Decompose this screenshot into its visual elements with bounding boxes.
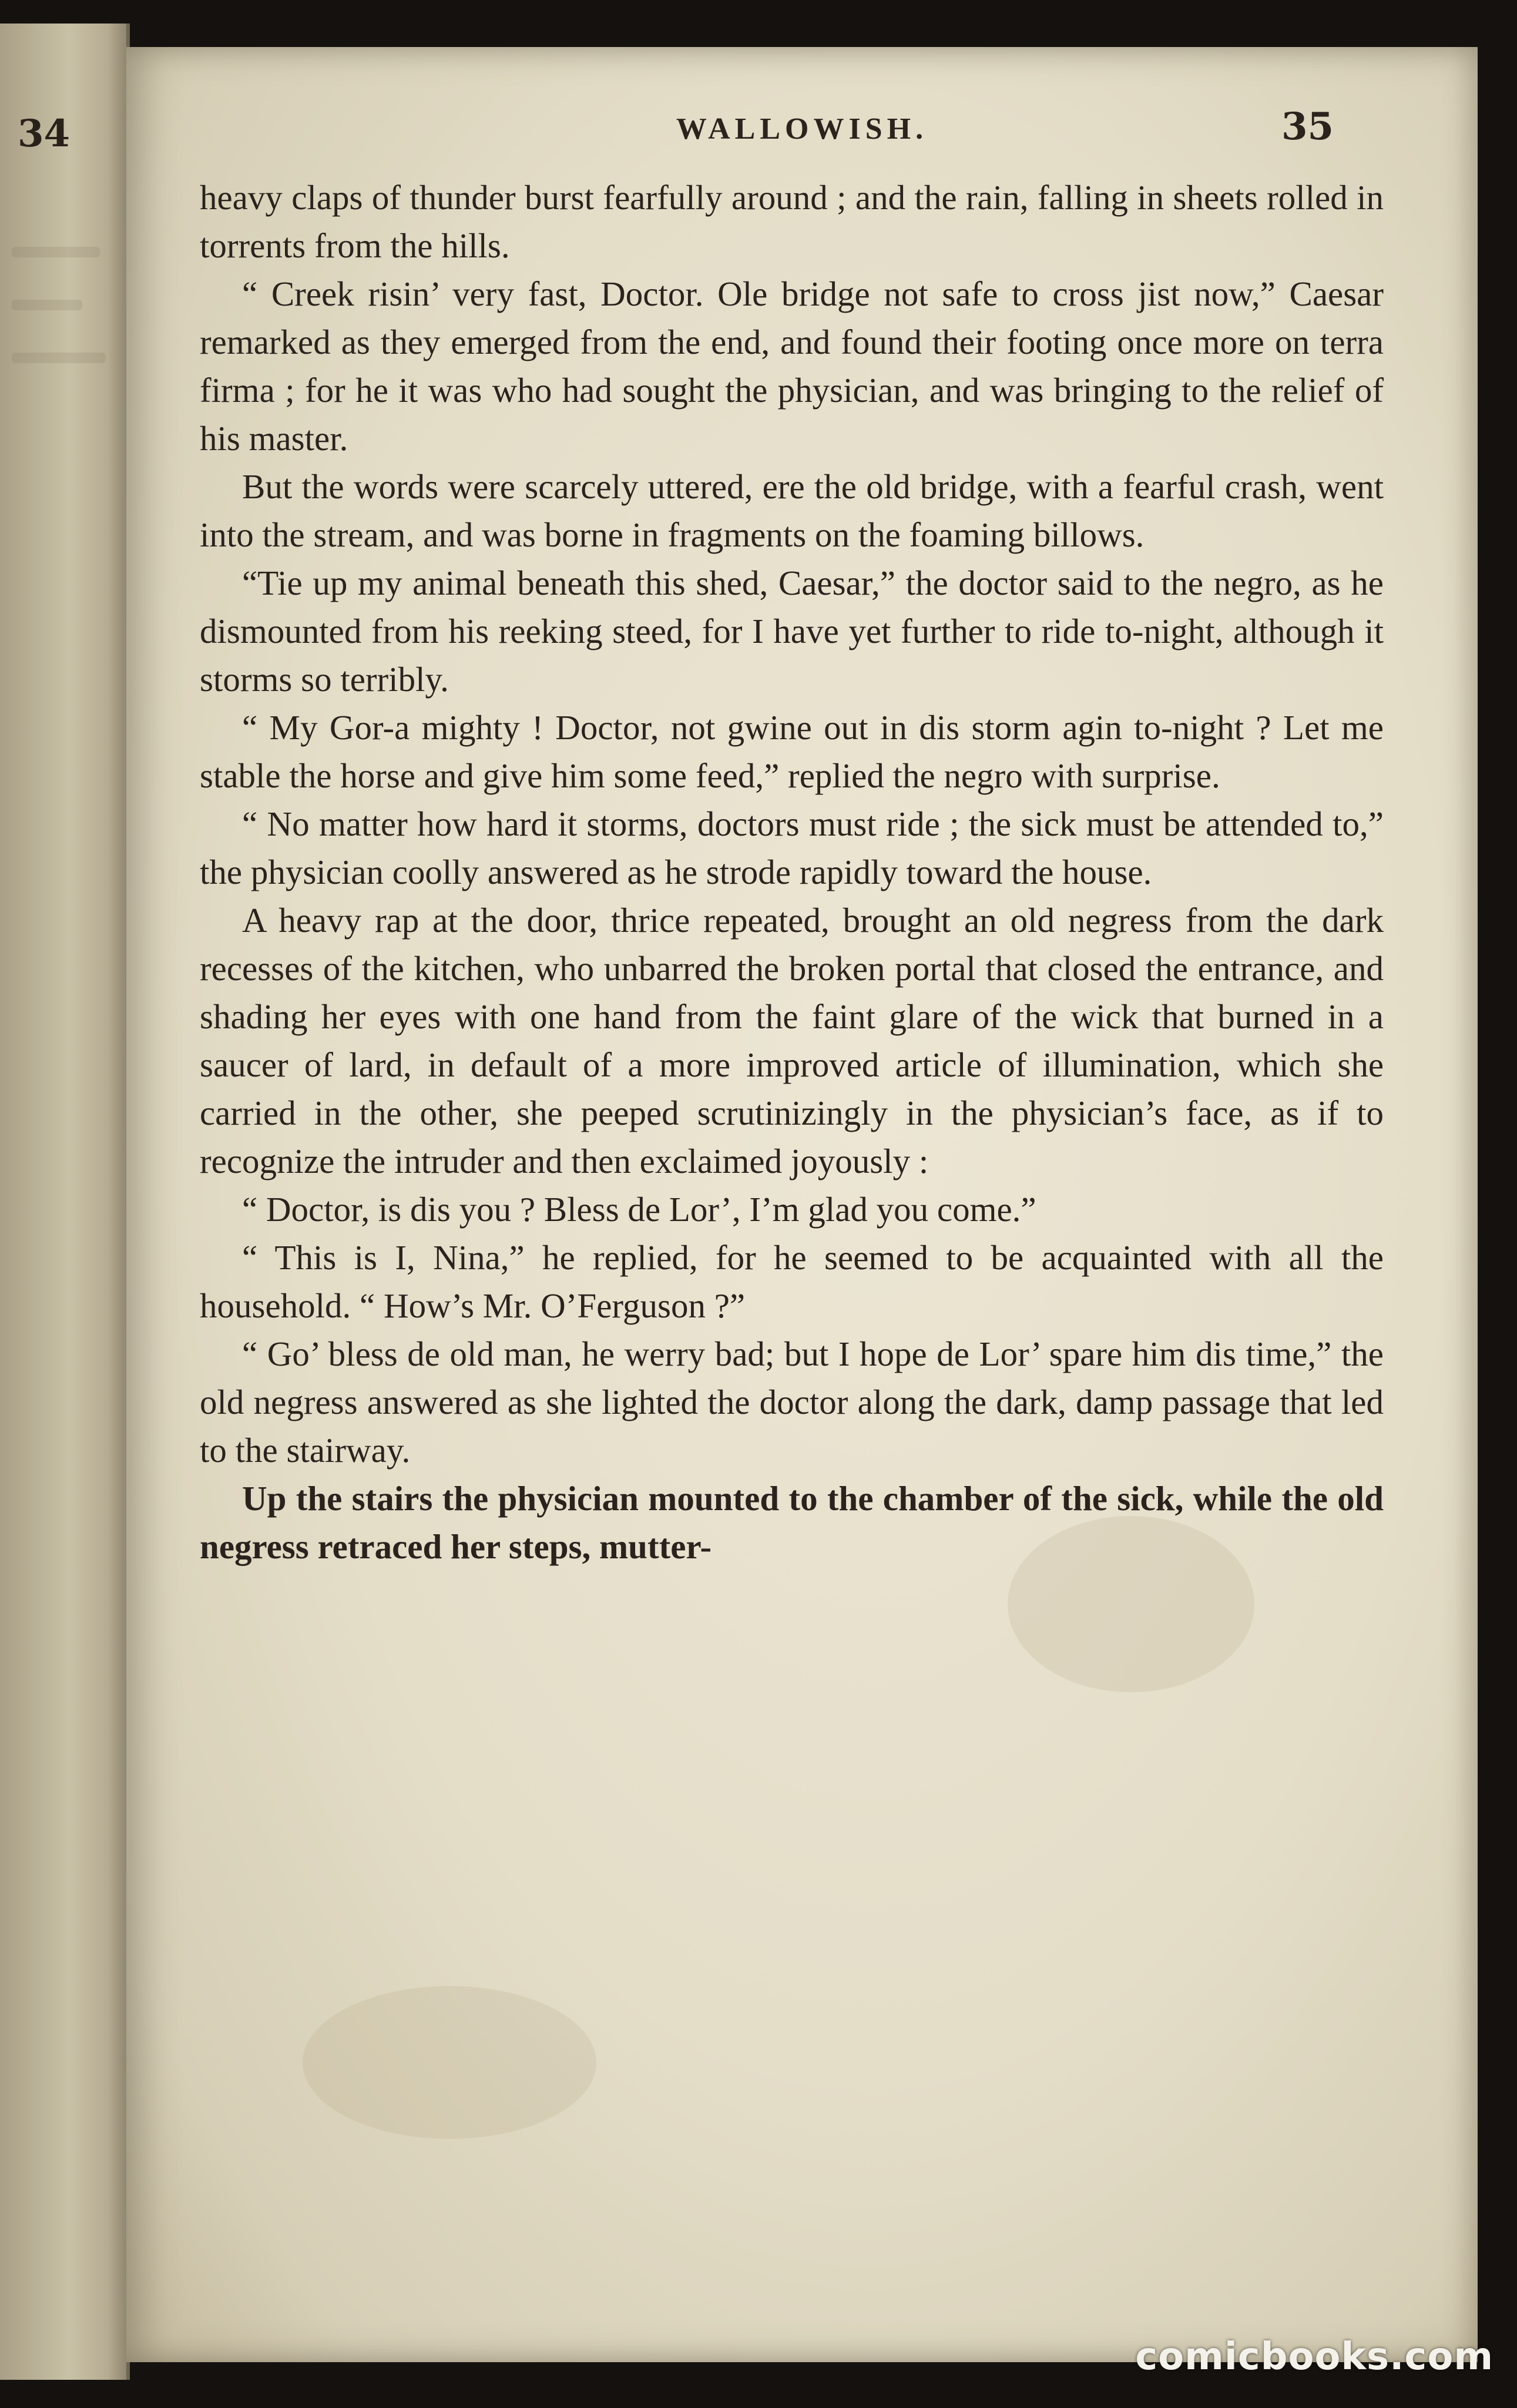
running-title: WALLOWISH. — [676, 112, 928, 146]
bleed-through-line — [12, 353, 106, 363]
paragraph: A heavy rap at the door, thrice repeated, brought an old negress from the dark recesses of the kitchen, who unbarred the broken portal that closed the entrance, and shading her eyes with one hand from the faint glare of the wick that burned in a saucer of lard, in default of a more improved article of illumination, which she carried in the other, she peeped scrutinizingly in the physician’s face, as if to recognize the intruder and then exclaimed joyously : — [200, 901, 1384, 1180]
paragraph: “ Doctor, is dis you ? Bless de Lor’, I’m glad you come.” — [242, 1190, 1036, 1229]
previous-page-number: 34 — [18, 112, 71, 156]
watermark: comicbooks.com — [1135, 2335, 1493, 2379]
bleed-through-line — [12, 247, 100, 257]
paragraph: “Tie up my animal beneath this shed, Caesar,” the doctor said to the negro, as he dismounted from his reeking steed, for I have yet further to ride to-night, although it storms so terribly. — [200, 564, 1384, 699]
paragraph: heavy claps of thunder burst fearfully around ; and the rain, falling in sheets rolled in torrents from the hills. — [200, 178, 1384, 265]
paragraph: “ Go’ bless de old man, he werry bad; but I hope de Lor’ spare him dis time,” the old negress answered as she lighted the doctor along the dark, damp passage that led to the stairway. — [200, 1334, 1384, 1470]
running-head — [126, 105, 1478, 165]
paragraph: Up the stairs the physician mounted to the chamber of the sick, while the old negress retraced her steps, mutter- — [200, 1479, 1384, 1566]
paragraph: “ This is I, Nina,” he replied, for he seemed to be acquainted with all the household. “ How’s Mr. O’Ferguson ?” — [200, 1238, 1384, 1325]
paragraph: But the words were scarcely uttered, ere the old bridge, with a fearful crash, went into the stream, and was borne in fragments on the foaming billows. — [200, 467, 1384, 554]
bleed-through-line — [12, 300, 82, 310]
page-number: 35 — [1281, 105, 1334, 149]
book-page — [126, 47, 1478, 2362]
paragraph: “ My Gor-a mighty ! Doctor, not gwine out in dis storm agin to-night ? Let me stable the horse and give him some feed,” replied the negro with surprise. — [200, 708, 1384, 795]
previous-page-edge — [0, 24, 130, 2380]
paragraph: “ No matter how hard it storms, doctors must ride ; the sick must be attended to,” the physician coolly answered as he strode rapidly toward the house. — [200, 804, 1384, 891]
paper-stain — [303, 1986, 596, 2139]
body-text — [200, 173, 1384, 1571]
paragraph: “ Creek risin’ very fast, Doctor. Ole bridge not safe to cross jist now,” Caesar remarked as they emerged from the end, and found their footing once more on terra firma ; for he it was who had sought the physician, and was bringing to the relief of his master. — [200, 274, 1384, 458]
